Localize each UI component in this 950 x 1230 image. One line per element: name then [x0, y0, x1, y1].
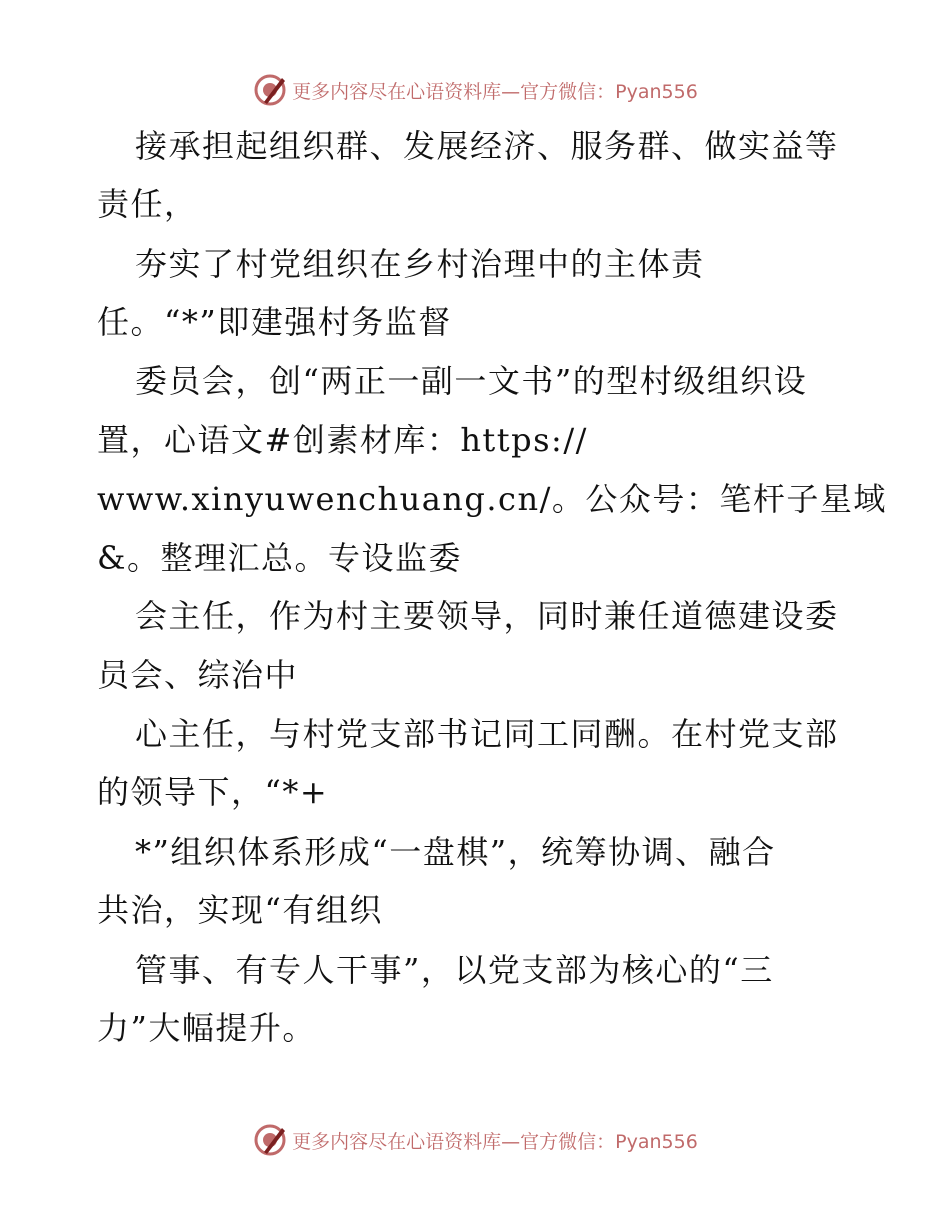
pen-logo-icon — [252, 72, 288, 108]
paragraph-line: 会主任，作为村主要领导，同时兼任道德建设委 — [135, 597, 839, 635]
paragraph-line: *”组织体系形成“一盘棋”，统筹协调、融合 — [135, 833, 776, 871]
header-banner — [0, 68, 950, 112]
pen-logo-icon — [252, 1122, 288, 1158]
banner-text: 更多内容尽在心语资料库—官方微信：Pyan556 — [292, 1130, 698, 1153]
paragraph-line: www.xinyuwenchuang.cn/。公众号：笔杆子星域 — [97, 480, 887, 518]
paragraph-line: 的领导下，“*+ — [97, 773, 329, 811]
paragraph-line: 共治，实现“有组织 — [97, 891, 383, 929]
paragraph-line: 力”大幅提升。 — [97, 1009, 316, 1047]
paragraph-line: 接承担起组织群、发展经济、服务群、做实益等 — [135, 127, 839, 165]
paragraph-line: 心主任，与村党支部书记同工同酬。在村党支部 — [135, 715, 839, 753]
paragraph-line: 任。“*”即建强村务监督 — [97, 303, 452, 341]
paragraph-line: 委员会，创“两正一副一文书”的型村级组织设 — [135, 362, 808, 400]
paragraph-line: 置，心语文#创素材库：https:// — [97, 421, 588, 459]
paragraph-line: 责任， — [97, 185, 198, 223]
paragraph-line: 员会、综治中 — [97, 656, 299, 694]
paragraph-line: 管事、有专人干事”，以党支部为核心的“三 — [135, 951, 774, 989]
footer-banner — [0, 1118, 950, 1162]
paragraph-line: &。整理汇总。专设监委 — [97, 539, 462, 577]
banner-text: 更多内容尽在心语资料库—官方微信：Pyan556 — [292, 80, 698, 103]
paragraph-line: 夯实了村党组织在乡村治理中的主体责 — [135, 245, 705, 283]
